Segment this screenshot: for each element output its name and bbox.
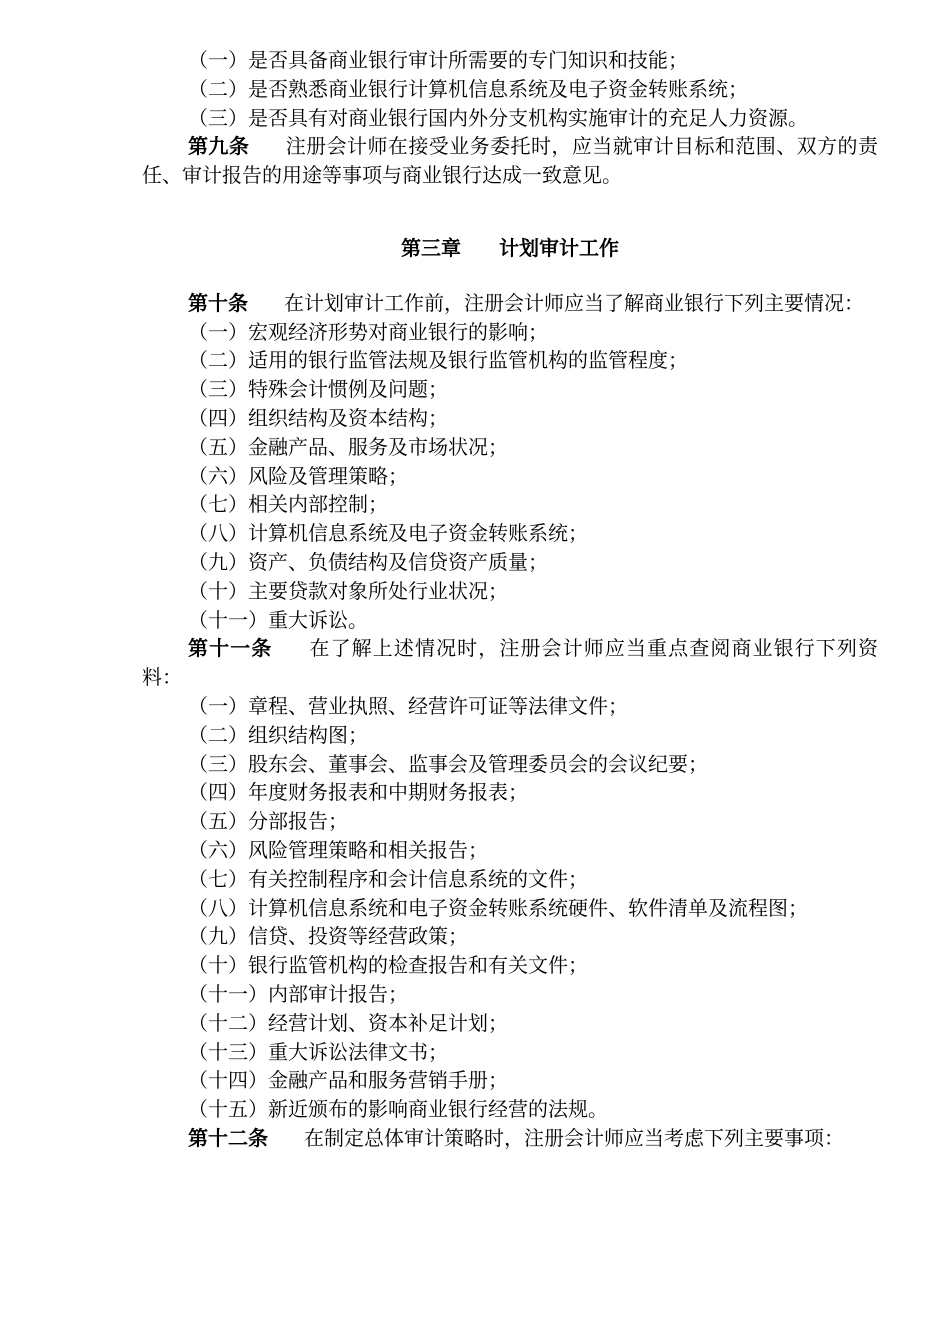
- article-heading: 第九条: [188, 134, 250, 159]
- list-item: （十）银行监管机构的检查报告和有关文件；: [188, 953, 588, 978]
- list-item: （七）有关控制程序和会计信息系统的文件；: [188, 866, 588, 891]
- article-heading: 第十二条: [188, 1125, 268, 1150]
- list-item: （三）是否具有对商业银行国内外分支机构实施审计的充足人力资源。: [188, 105, 808, 130]
- article-heading: 第十一条: [188, 636, 273, 661]
- article-text: 在计划审计工作前，注册会计师应当了解商业银行下列主要情况：: [284, 290, 864, 315]
- list-item: （九）信贷、投资等经营政策；: [188, 924, 468, 949]
- list-item: （十）主要贷款对象所处行业状况；: [188, 578, 508, 603]
- list-item: （二）是否熟悉商业银行计算机信息系统及电子资金转账系统；: [188, 76, 748, 101]
- list-item: （五）金融产品、服务及市场状况；: [188, 434, 508, 459]
- list-item: （二）组织结构图；: [188, 722, 368, 747]
- list-item: （七）相关内部控制；: [188, 492, 388, 517]
- article-12: [142, 1124, 878, 1153]
- article-11: [142, 634, 878, 692]
- list-item: （八）计算机信息系统及电子资金转账系统；: [188, 521, 588, 546]
- list-item: （十二）经营计划、资本补足计划；: [188, 1010, 508, 1035]
- list-item: （十四）金融产品和服务营销手册；: [188, 1068, 508, 1093]
- list-item: （四）组织结构及资本结构；: [188, 405, 448, 430]
- list-item: （一）宏观经济形势对商业银行的影响；: [188, 319, 548, 344]
- list-item: （九）资产、负债结构及信贷资产质量；: [188, 549, 548, 574]
- list-item: （一）章程、营业执照、经营许可证等法律文件；: [188, 693, 628, 718]
- list-article10-items: [142, 318, 878, 635]
- document-page: [142, 46, 878, 1153]
- list-item: （十三）重大诉讼法律文书；: [188, 1039, 448, 1064]
- article-10: [142, 289, 878, 318]
- list-item: （十一）内部审计报告；: [188, 981, 408, 1006]
- article-text: 注册会计师在接受业务委托时，应当就审计目标和范围、双方的责任、审计报告的用途等事项与商业银行达成一致意见。: [142, 134, 878, 188]
- list-item: （十五）新近颁布的影响商业银行经营的法规。: [188, 1097, 608, 1122]
- article-9: [142, 132, 878, 190]
- list-article11-items: [142, 692, 878, 1124]
- chapter-number: 第三章: [401, 235, 461, 260]
- list-item: （六）风险管理策略和相关报告；: [188, 837, 488, 862]
- list-item: （八）计算机信息系统和电子资金转账系统硬件、软件清单及流程图；: [188, 895, 808, 920]
- list-item: （五）分部报告；: [188, 809, 348, 834]
- list-item: （六）风险及管理策略；: [188, 463, 408, 488]
- list-item: （二）适用的银行监管法规及银行监管机构的监管程度；: [188, 348, 688, 373]
- list-item: （一）是否具备商业银行审计所需要的专门知识和技能；: [188, 48, 688, 72]
- article-text: 在了解上述情况时，注册会计师应当重点查阅商业银行下列资料：: [142, 636, 879, 690]
- chapter-title: [142, 234, 878, 263]
- article-heading: 第十条: [188, 290, 248, 315]
- list-item: （三）特殊会计惯例及问题；: [188, 377, 448, 402]
- article-text: 在制定总体审计策略时，注册会计师应当考虑下列主要事项：: [304, 1125, 844, 1150]
- list-item: （十一）重大诉讼。: [188, 607, 368, 632]
- list-article8-items: [142, 46, 878, 132]
- list-item: （四）年度财务报表和中期财务报表；: [188, 780, 528, 805]
- chapter-name: 计划审计工作: [499, 235, 619, 260]
- list-item: （三）股东会、董事会、监事会及管理委员会的会议纪要；: [188, 751, 708, 776]
